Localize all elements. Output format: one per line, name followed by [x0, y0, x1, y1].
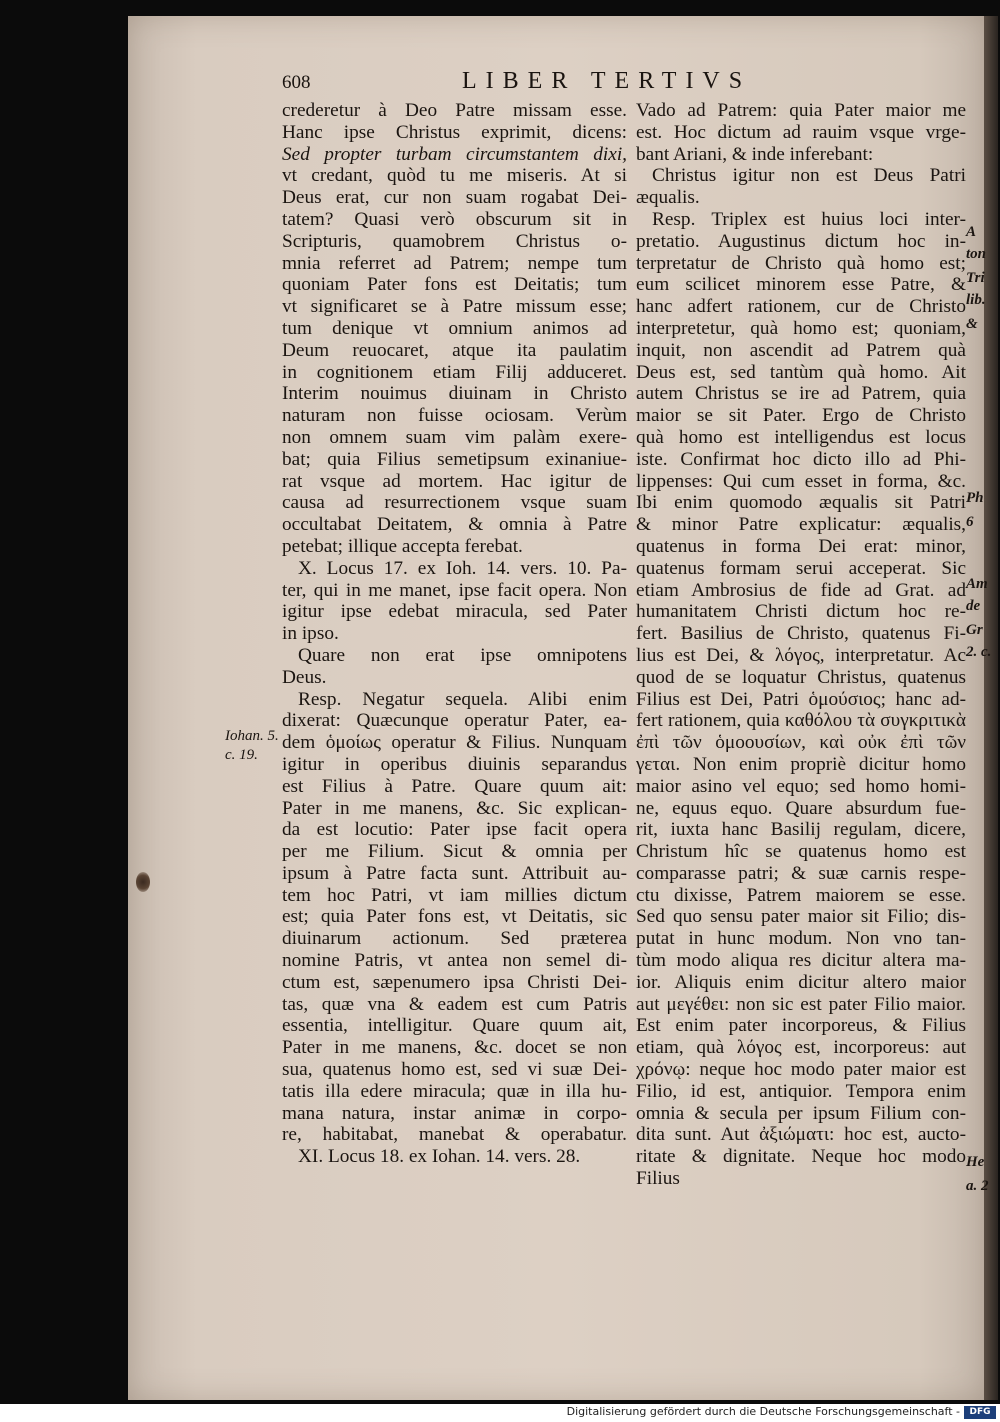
text-line: tatem? Quasi verò obscurum sit in [282, 208, 627, 230]
text-line: inquit, non ascendit ad Patrem quà [636, 339, 966, 361]
text-line: non omnem suam vim palàm exere- [282, 426, 627, 448]
margin-note-line: Iohan. 5. [225, 728, 279, 744]
text-line: tatis illa edere miracula; quæ in illa hu- [282, 1080, 627, 1102]
text-line: in ipso. [282, 623, 339, 645]
text-line: igitur ipse edebat miracula, sed Pater [282, 601, 627, 623]
text-line: ter, qui in me manet, ipse facit opera. Non [282, 579, 627, 601]
text-line: est; quia Pater fons est, vt Deitatis, sic [282, 906, 627, 928]
text-line: Vado ad Patrem: quia Pater maior me [636, 100, 966, 121]
margin-note-fragment: & [966, 316, 978, 332]
text-line: re, habitabat, manebat & operabatur. [282, 1124, 627, 1146]
text-line: Deus. [282, 666, 327, 688]
text-line: diuinarum actionum. Sed præterea [282, 928, 627, 950]
text-line: Est enim pater incorporeus, & Filius [636, 1015, 966, 1037]
text-line: causa ad resurrectionem vsque suam [282, 492, 627, 514]
margin-note-left [225, 727, 279, 765]
text-line: est. Hoc dictum ad rauim vsque vrge- [636, 121, 966, 143]
footer-bar [0, 1404, 1000, 1422]
text-line: ctum est, sæpenumero ipsa Christi Dei- [282, 971, 627, 993]
text-line: Scripturis, quamobrem Christus o- [282, 230, 627, 252]
text-line: æqualis. [636, 187, 700, 209]
text-line: & minor Patre explicatur: æqualis, [636, 514, 966, 536]
text-line: eum scilicet minorem esse Patre, & [636, 274, 966, 296]
text-line: mnia referret ad Patrem; nempe tum [282, 252, 627, 274]
margin-note-fragment: He [966, 1154, 985, 1170]
text-line: Filius est Dei, Patri ὁμούσιος; hanc ad- [636, 688, 966, 710]
margin-note-fragment: ton [966, 246, 987, 262]
text-line: pretatio. Augustinus dictum hoc in- [636, 230, 966, 252]
text-line: dita sunt. Aut ἀξιώματι: hoc est, aucto- [636, 1124, 966, 1146]
ink-blot [136, 872, 150, 892]
text-line: sua, quatenus homo est, sed vi suæ Dei- [282, 1059, 627, 1081]
text-line: omnia & secula per ipsum Filium con- [636, 1102, 966, 1124]
dfg-logo: DFG [964, 1406, 996, 1419]
text-line: aut μεγέθει: non sic est pater Filio maior. [636, 993, 966, 1015]
text-line: vt significaret se à Patre missum esse; [282, 296, 627, 318]
text-line: Deus est, sed tantùm quà homo. Ait [636, 361, 966, 383]
text-line: bant Ariani, & inde inferebant: [636, 143, 874, 165]
text-line: quà homo est intelligendus est locus [636, 426, 966, 448]
text-line: χρόνῳ: neque hoc modo pater maior est [636, 1059, 966, 1081]
text-line: Deum reuocaret, atque ita paulatim [282, 339, 627, 361]
text-line: ne, equus equo. Quare absurdum fue- [636, 797, 966, 819]
text-line: Pater in me manens, &c. docet se non [282, 1037, 627, 1059]
footer-credit: Digitalisierung gefördert durch die Deutsche Forschungsgemeinschaft - [566, 1405, 960, 1418]
text-line: autem Christus se ire ad Patrem, quia [636, 383, 966, 405]
text-line: petebat; illique accepta ferebat. [282, 535, 523, 557]
text-line: bat; quia Filius semetipsum exinaniue- [282, 448, 627, 470]
margin-note-fragment: Gr [966, 622, 983, 638]
text-line: Sed quo sensu pater maior sit Filio; dis- [636, 906, 966, 928]
text-line: nomine Patris, vt antea non semel di- [282, 950, 627, 972]
text-line: tum denique vt omnium animos ad [282, 317, 627, 339]
text-line: fert. Basilius de Christo, quatenus Fi- [636, 623, 966, 645]
text-line: rit, iuxta hanc Basilij regulam, dicere, [636, 819, 966, 841]
text-line: Quare non erat ipse omnipotens [298, 644, 627, 666]
text-line: Resp. Negatur sequela. Alibi enim [298, 688, 627, 710]
text-line: quod de se loquatur Christus, quatenus [636, 666, 966, 688]
text-line: comparasse patri; & suæ carnis respe- [636, 862, 966, 884]
page-header [282, 68, 982, 98]
margin-note-fragment: de [966, 598, 981, 614]
text-line: occultabat Deitatem, & omnia à Patre [282, 514, 627, 536]
page-number: 608 [282, 72, 311, 93]
text-line: ior. Aliquis enim dicitur altero maior [636, 971, 966, 993]
margin-note-fragment: 6 [966, 514, 974, 530]
text-line: quatenus in forma Dei erat: minor, [636, 535, 966, 557]
text-line: XI. Locus 18. ex Iohan. 14. vers. 28. [298, 1146, 581, 1168]
text-line: putat in hunc modum. Non vno tan- [636, 928, 966, 950]
text-line: Deus erat, cur non suam rogabat Dei- [282, 187, 627, 209]
text-line: lippenses: Qui cum esset in forma, &c. [636, 470, 966, 492]
text-line: Ibi enim quomodo æqualis sit Patri [636, 492, 966, 514]
text-line: tùm modo aliqua res dicitur altera ma- [636, 950, 966, 972]
margin-note-fragment: A [966, 224, 977, 240]
margin-note-fragment: a. 2 [966, 1178, 989, 1194]
text-line: terpretatur de Christo quà homo est; [636, 252, 966, 274]
text-line: quoniam Pater fons est Deitatis; tum [282, 274, 627, 296]
running-title: LIBER TERTIVS [462, 68, 752, 94]
text-line: hanc adfert rationem, cur de Christo [636, 296, 966, 318]
margin-note-fragment: 2. c. [966, 644, 992, 660]
text-line: γεται. Non enim propriè dicitur homo [636, 753, 966, 775]
margin-note-fragment: Ph [966, 490, 984, 506]
text-line: humanitatem Christi dictum hoc re- [636, 601, 966, 623]
text-line: Resp. Triplex est huius loci inter- [652, 208, 966, 230]
text-line: Sed propter turbam circumstantem dixi, [282, 143, 627, 165]
text-line: lius est Dei, & λόγος, interpretatur. Ac [636, 644, 966, 666]
text-line: da est locutio: Pater ipse facit opera [282, 819, 627, 841]
text-line: Interim nouimus diuinam in Christo [282, 383, 627, 405]
margin-note-fragment: lib. [966, 292, 986, 308]
text-line: crederetur à Deo Patre missam esse. [282, 100, 627, 121]
text-line: ἐπὶ τῶν ὁμοουσίων, καὶ οὐκ ἐπὶ τῶν [636, 732, 966, 754]
text-line: Christus igitur non est Deus Patri [652, 165, 966, 187]
text-line: rat vsque ad mortem. Hac igitur de [282, 470, 627, 492]
text-line: tem hoc Patri, vt iam millies dictum [282, 884, 627, 906]
text-line: ctu dixisse, Patrem maiorem se esse. [636, 884, 966, 906]
text-line: dixerat: Quæcunque operatur Pater, ea- [282, 710, 627, 732]
text-line: interpretetur, quà homo est; quoniam, [636, 317, 966, 339]
text-line: quatenus formam serui acceperat. Sic [636, 557, 966, 579]
margin-note-line: c. 19. [225, 747, 258, 763]
text-line: etiam Ambrosius de fide ad Grat. ad [636, 579, 966, 601]
text-line: Filio, id est, antiquior. Tempora enim [636, 1080, 966, 1102]
text-line: in cognitionem etiam Filij adduceret. [282, 361, 627, 383]
text-line: maior se sit Pater. Ergo de Christo [636, 405, 966, 427]
text-line: ipsum à Patre facta sunt. Attribuit au- [282, 862, 627, 884]
text-line: vt credant, quòd tu me miseris. At si [282, 165, 627, 187]
margin-note-fragment: Tri [966, 270, 985, 286]
text-line: Christum hîc se quatenus homo est [636, 841, 966, 863]
text-line: Pater in me manens, &c. Sic explican- [282, 797, 627, 819]
text-line: Hanc ipse Christus exprimit, dicens: [282, 121, 627, 143]
margin-note-fragment: Am [966, 576, 988, 592]
text-line: mana natura, instar animæ in corpo- [282, 1102, 627, 1124]
text-line: maior asino vel equo; sed homo homi- [636, 775, 966, 797]
text-line: dem ὁμοίως operatur & Filius. Nunquam [282, 732, 627, 754]
text-line: ritate & dignitate. Neque hoc modo [636, 1146, 966, 1168]
text-line: igitur in operibus diuinis separandus [282, 753, 627, 775]
right-text-column [636, 100, 966, 1190]
text-line: fert rationem, quia καθόλου τὰ συγκριτικὰ [636, 710, 966, 732]
text-line: essentia, intelligitur. Quare quum ait, [282, 1015, 627, 1037]
text-line: naturam non fuisse ociosam. Verùm [282, 405, 627, 427]
text-line: etiam, quà λόγος est, incorporeus: aut [636, 1037, 966, 1059]
text-line: X. Locus 17. ex Ioh. 14. vers. 10. Pa- [298, 557, 627, 579]
text-line: Filius [636, 1168, 680, 1190]
left-text-column [282, 100, 627, 1168]
text-line: iste. Confirmat hoc dicto illo ad Phi- [636, 448, 966, 470]
text-line: tas, quæ vna & eadem est cum Patris [282, 993, 627, 1015]
text-line: per me Filium. Sicut & omnia per [282, 841, 627, 863]
text-line: est Filius à Patre. Quare quum ait: [282, 775, 627, 797]
